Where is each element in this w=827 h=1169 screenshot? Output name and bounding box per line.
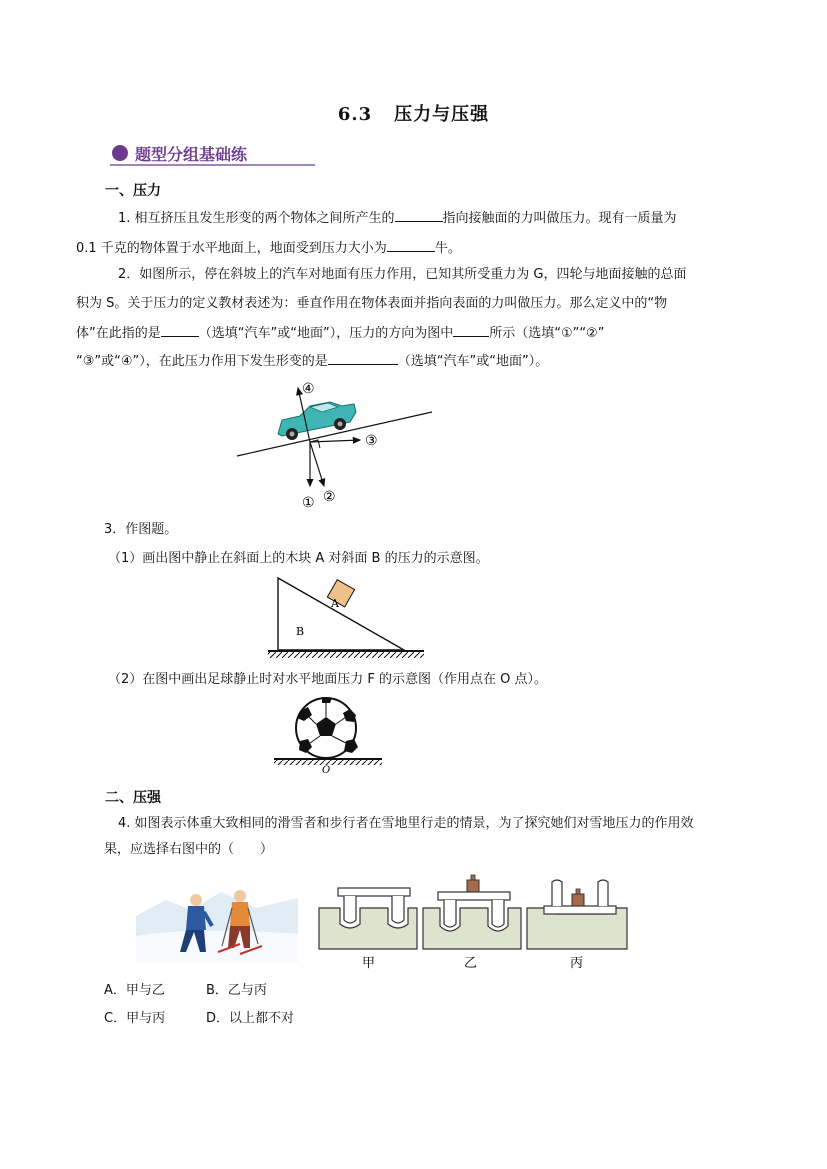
q4-line2: 果，应选择右图中的（ ） — [104, 842, 274, 857]
q2-line1: 2．如图所示，停在斜坡上的汽车对地面有压力作用，已知其所受重力为 G，四轮与地面接触的总面 — [118, 267, 687, 282]
q2-blank-1[interactable] — [161, 323, 199, 337]
q2-text-b: （选填“汽车”或“地面”），压力的方向为图中 — [198, 326, 454, 341]
q2-text-e: （选填“汽车”或“地面”）。 — [397, 354, 549, 369]
setup-jia — [319, 888, 417, 949]
football-figure — [270, 695, 390, 775]
banner-underline — [110, 164, 315, 166]
section-heading-pressure-force: 一、压力 — [105, 183, 161, 199]
banner-dot-icon — [112, 145, 128, 161]
title-text: 压力与压强 — [394, 104, 490, 125]
q2-line2: 积为 S。关于压力的定义教材表述为：垂直作用在物体表面并指向表面的力叫做压力。那么定义中的“物 — [76, 296, 668, 311]
page-title — [0, 100, 827, 126]
q1-blank-1[interactable] — [395, 208, 443, 222]
q4-line1: 4. 如图表示体重大致相同的滑雪者和步行者在雪地里行走的情景，为了探究她们对雪地压力的作用效 — [118, 816, 694, 831]
section-banner — [110, 142, 315, 166]
label-yi: 乙 — [464, 956, 478, 971]
q1-text-b: 指向接触面的力叫做压力。现有一质量为 — [442, 211, 677, 226]
option-A[interactable]: A．甲与乙 — [104, 983, 165, 998]
q2-text-c: 所示（选填“①”“②” — [489, 326, 605, 341]
ground-hatch — [268, 652, 424, 658]
sponge-experiment-figure — [316, 874, 632, 974]
q2-line4 — [76, 351, 548, 371]
label-2: ② — [323, 489, 336, 505]
option-B[interactable]: B．乙与丙 — [206, 983, 267, 998]
setup-yi — [423, 875, 521, 949]
banner-text: 题型分组基础练 — [135, 145, 248, 164]
q3-title: 3．作图题。 — [104, 522, 178, 537]
q1-text-a: 1. 相互挤压且发生形变的两个物体之间所产生的 — [118, 211, 395, 226]
arrow-2 — [310, 442, 324, 486]
q1-text-c: 0.1 千克的物体置于水平地面上，地面受到压力大小为 — [76, 241, 387, 256]
q1-blank-2[interactable] — [387, 238, 435, 252]
q2-line3 — [76, 323, 604, 343]
q3-sub2: （2）在图中画出足球静止时对水平地面压力 F 的示意图（作用点在 O 点）。 — [108, 672, 548, 687]
setup-bing — [527, 880, 627, 949]
option-C[interactable]: C．甲与丙 — [104, 1011, 166, 1026]
incline-label: B — [296, 625, 305, 638]
label-3: ③ — [365, 433, 378, 449]
car-icon — [278, 402, 356, 440]
point-O-label: O — [322, 765, 331, 775]
q1-line1 — [118, 208, 677, 228]
q2-blank-3[interactable] — [328, 351, 398, 365]
incline-figure — [264, 574, 429, 664]
q1-line2 — [76, 238, 461, 258]
car-slope-figure — [230, 376, 440, 516]
football-icon — [296, 697, 358, 758]
section-heading-pressure: 二、压强 — [105, 790, 161, 806]
snow-scene-image — [136, 886, 298, 962]
block-label: A — [331, 597, 339, 610]
title-number: 6.3 — [337, 104, 373, 125]
q2-text-a: 体”在此指的是 — [76, 326, 161, 341]
label-1: ① — [302, 495, 315, 511]
label-4: ④ — [302, 381, 315, 397]
label-jia: 甲 — [362, 956, 376, 971]
option-D[interactable]: D．以上都不对 — [206, 1011, 295, 1026]
q1-text-d: 牛。 — [434, 241, 461, 256]
label-bing: 丙 — [570, 956, 584, 971]
q2-text-d: “③”或“④”），在此压力作用下发生形变的是 — [76, 354, 328, 369]
q2-blank-2[interactable] — [453, 323, 489, 337]
q3-sub1: （1）画出图中静止在斜面上的木块 A 对斜面 B 的压力的示意图。 — [108, 551, 489, 566]
